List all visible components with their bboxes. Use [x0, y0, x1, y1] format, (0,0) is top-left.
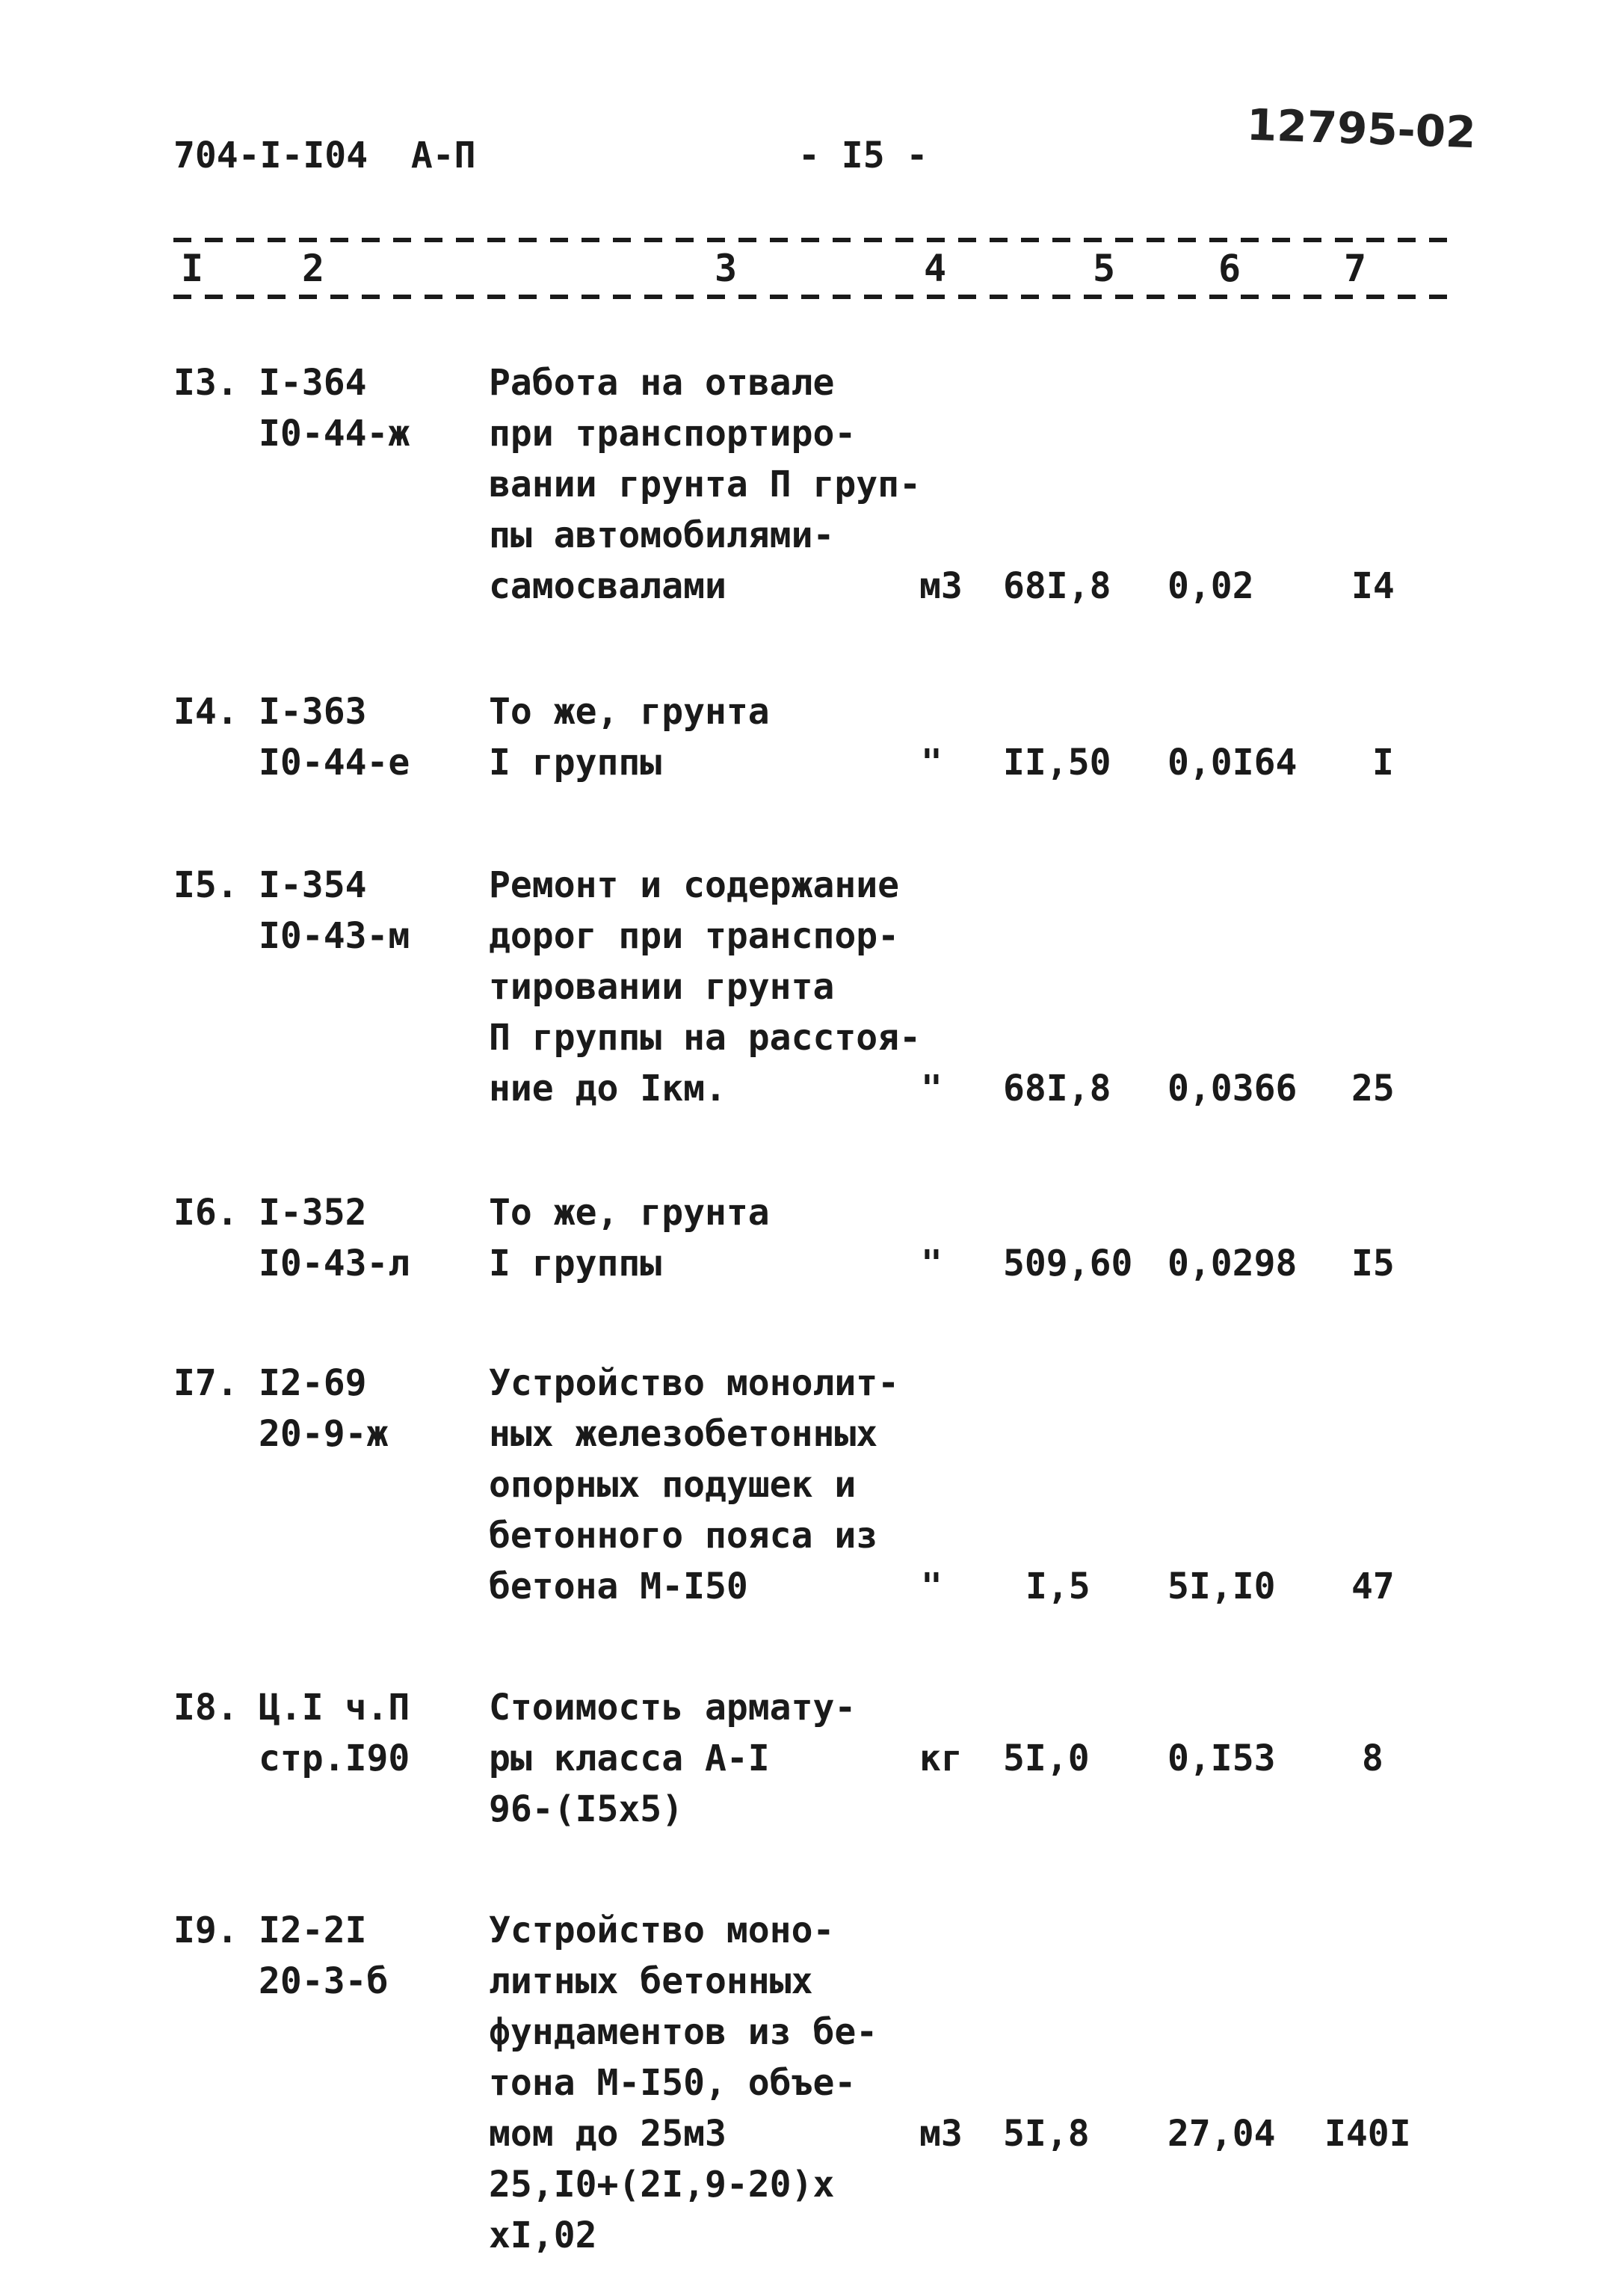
column-number-6: 6 — [1218, 247, 1241, 290]
unit: кг — [919, 1738, 963, 1779]
column-number-2: 2 — [302, 247, 325, 290]
work-description: Работа на отвале при транспортиро- вании грунта П груп- пы автомобилями- самосвалами — [489, 362, 921, 607]
price-code: I0-43-м — [259, 915, 410, 957]
unit: " — [921, 1068, 943, 1109]
quantity: 68I,8 — [1003, 565, 1111, 607]
row-number: I5. — [173, 864, 238, 906]
unit-price: 0,I53 — [1167, 1738, 1276, 1779]
row-number: I3. — [173, 362, 238, 404]
unit-price: 5I,I0 — [1167, 1566, 1276, 1607]
inventory-stamp: 12795-02 — [1245, 99, 1477, 158]
document-code: 704-I-I04 А-П — [173, 135, 476, 176]
row-number: I8. — [173, 1687, 238, 1729]
column-number-3: 3 — [715, 247, 738, 290]
unit-price: 0,02 — [1167, 565, 1254, 607]
norm-code: Ц.I ч.П — [259, 1687, 410, 1729]
column-number-5: 5 — [1093, 247, 1116, 290]
row-number: I7. — [173, 1362, 238, 1404]
row-number: I6. — [173, 1192, 238, 1234]
quantity: 68I,8 — [1003, 1068, 1111, 1109]
price-code: 20-3-б — [259, 1960, 389, 2002]
unit: м3 — [919, 2113, 963, 2155]
column-number-7: 7 — [1344, 247, 1367, 290]
quantity: 509,60 — [1003, 1243, 1133, 1284]
total-cost: 25 — [1351, 1068, 1395, 1109]
unit: " — [921, 1243, 943, 1284]
column-number-1: I — [181, 247, 204, 290]
quantity: 5I,0 — [1003, 1738, 1090, 1779]
price-code: I0-43-л — [259, 1243, 410, 1284]
price-code: I0-44-е — [259, 742, 410, 784]
work-description: Устройство моно- литных бетонных фундаментов из бе- тона М-I50, объе- мом до 25м3 25,I0+(2I,9-20)х хI,02 — [489, 1909, 878, 2256]
work-description: То же, грунта I группы — [489, 1192, 770, 1284]
row-number: I9. — [173, 1909, 238, 1951]
total-cost: 8 — [1362, 1738, 1383, 1779]
column-number-4: 4 — [924, 247, 947, 290]
row-number: I4. — [173, 691, 238, 733]
unit: м3 — [919, 565, 963, 607]
unit: " — [921, 1566, 943, 1607]
norm-code: I2-69 — [259, 1362, 367, 1404]
unit-price: 0,0I64 — [1167, 742, 1298, 784]
norm-code: I-364 — [259, 362, 367, 404]
unit: " — [921, 742, 943, 784]
quantity: II,50 — [1003, 742, 1111, 784]
work-description: Устройство монолит- ных железобетонных опорных подушек и бетонного пояса из бетона М-I50 — [489, 1362, 900, 1607]
norm-code: I-352 — [259, 1192, 367, 1234]
norm-code: I2-2I — [259, 1909, 367, 1951]
price-code: 20-9-ж — [259, 1413, 389, 1455]
price-code: I0-44-ж — [259, 413, 410, 455]
price-code: стр.I90 — [259, 1738, 410, 1779]
total-cost: I4 — [1351, 565, 1395, 607]
work-description: Ремонт и содержание дорог при транспор- тировании грунта П группы на расстоя- ние до Iкм. — [489, 864, 921, 1109]
total-cost: I5 — [1351, 1243, 1395, 1284]
page-number: - I5 - — [798, 135, 928, 176]
total-cost: I40I — [1324, 2113, 1411, 2155]
unit-price: 0,0298 — [1167, 1243, 1298, 1284]
header-rule-bottom — [173, 295, 1452, 299]
work-description: То же, грунта I группы — [489, 691, 770, 784]
quantity: I,5 — [1025, 1566, 1090, 1607]
unit-price: 27,04 — [1167, 2113, 1276, 2155]
header-rule-top — [173, 238, 1452, 242]
total-cost: I — [1372, 742, 1394, 784]
work-description: Стоимость армату- ры класса А-I 96-(I5х5) — [489, 1687, 857, 1830]
norm-code: I-354 — [259, 864, 367, 906]
quantity: 5I,8 — [1003, 2113, 1090, 2155]
unit-price: 0,0366 — [1167, 1068, 1298, 1109]
total-cost: 47 — [1351, 1566, 1395, 1607]
norm-code: I-363 — [259, 691, 367, 733]
